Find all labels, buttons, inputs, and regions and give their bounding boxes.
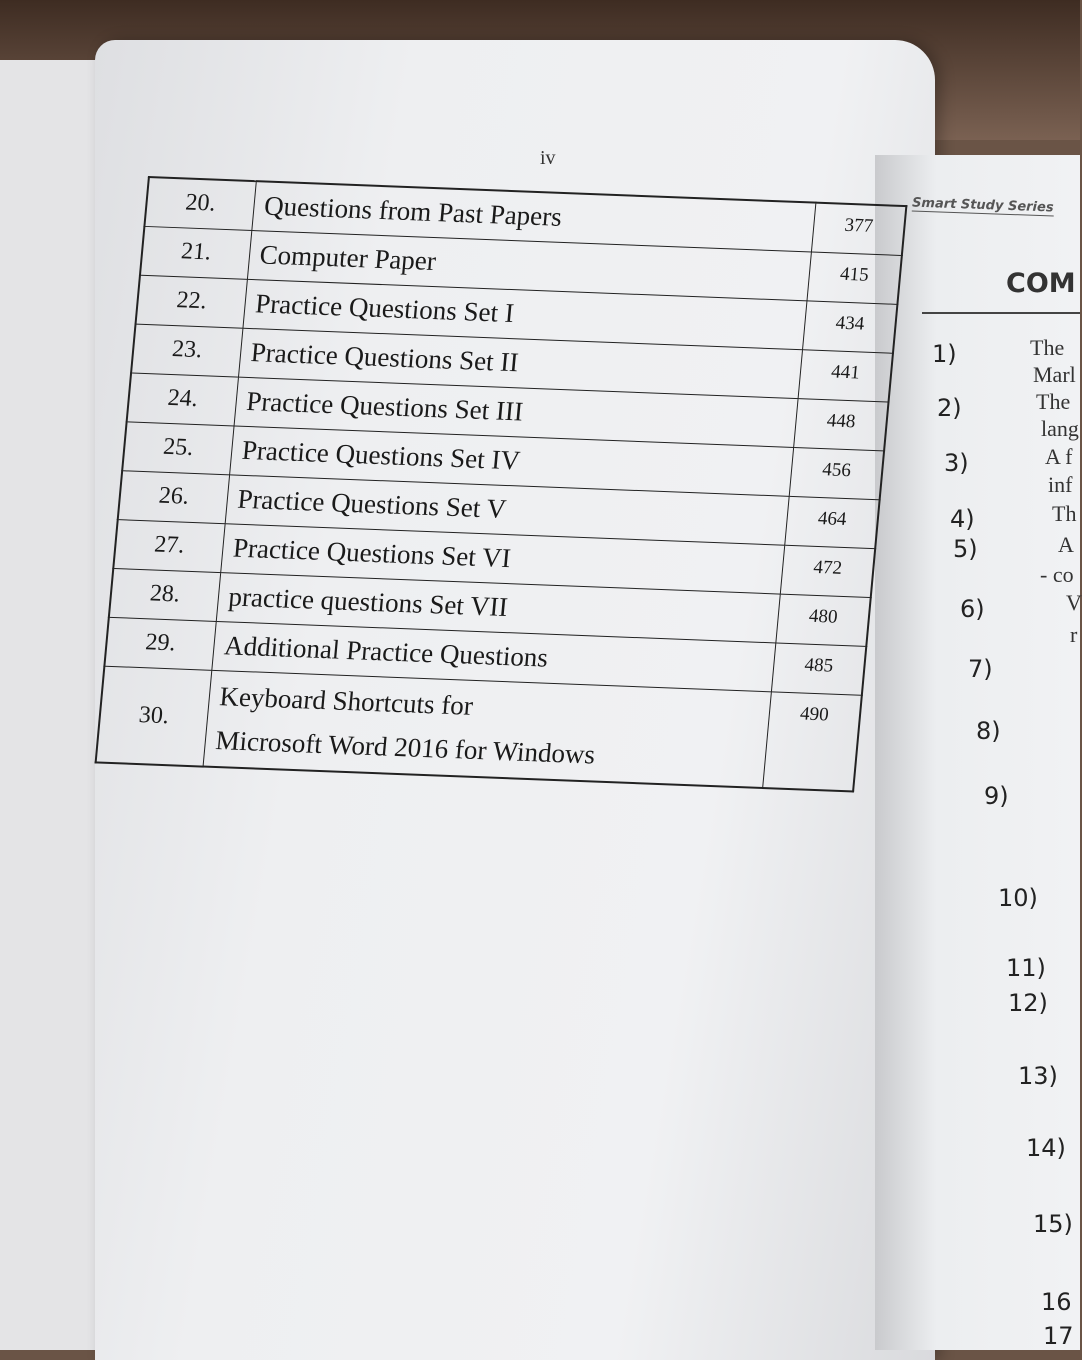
entry-title: Practice Questions Set III (234, 377, 798, 447)
text-fragment: A f (1045, 444, 1073, 469)
right-page-heading: COM (1006, 268, 1076, 299)
entry-title: Questions from Past Papers (252, 181, 816, 251)
list-number: 5) (953, 535, 978, 563)
list-number: 10) (998, 884, 1038, 912)
entry-page: 480 (776, 594, 871, 646)
text-fragment: inf (1048, 472, 1073, 497)
entry-number: 22. (136, 275, 248, 328)
entry-title: Practice Questions Set I (243, 279, 807, 349)
entry-page: 415 (807, 252, 902, 304)
entry-number: 30. (96, 666, 212, 767)
entry-number: 28. (109, 568, 221, 621)
entry-title (203, 670, 772, 788)
heading-rule (922, 312, 1080, 314)
entry-number: 26. (118, 470, 230, 523)
entry-title-line-2: Microsoft Word 2016 for Windows (214, 725, 597, 770)
series-header: Smart Study Series (911, 195, 1054, 216)
entry-title: Additional Practice Questions (212, 621, 776, 691)
entry-page: 464 (785, 496, 880, 548)
text-fragment: The (1030, 335, 1065, 360)
entry-page: 377 (811, 203, 906, 255)
entry-title: Practice Questions Set II (238, 328, 802, 398)
list-number: 13) (1018, 1062, 1058, 1090)
list-number: 12) (1008, 989, 1048, 1017)
page-number: iv (540, 147, 556, 169)
entry-title: Practice Questions Set IV (229, 425, 793, 495)
entry-title: Practice Questions Set VI (220, 523, 784, 593)
entry-title: Practice Questions Set V (225, 474, 789, 544)
text-fragment: The (1036, 389, 1071, 414)
list-number: 1) (932, 340, 957, 368)
entry-number: 24. (127, 372, 239, 425)
list-number: 4) (950, 505, 975, 533)
list-number: 16 (1041, 1288, 1072, 1316)
entry-page: 485 (771, 642, 866, 694)
text-fragment: A (1058, 532, 1074, 557)
text-fragment: V (1066, 590, 1082, 615)
text-fragment: lang (1041, 416, 1079, 441)
entry-title-line-1: Keyboard Shortcuts for (218, 681, 475, 722)
entry-number: 21. (140, 226, 252, 279)
entry-number: 29. (104, 617, 216, 670)
entry-page: 441 (798, 349, 893, 401)
entry-title: Computer Paper (247, 230, 811, 300)
text-fragment: Th (1052, 501, 1077, 526)
entry-number: 23. (131, 324, 243, 377)
entry-number: 27. (113, 519, 225, 572)
entry-title: practice questions Set VII (216, 572, 780, 642)
entry-page: 448 (794, 398, 889, 450)
list-number: 17 (1043, 1322, 1074, 1350)
entry-page: 490 (763, 691, 862, 791)
entry-page: 434 (802, 300, 897, 352)
text-fragment: Marl (1033, 362, 1076, 387)
list-number: 14) (1026, 1134, 1066, 1162)
entry-page: 472 (780, 545, 875, 597)
entry-page: 456 (789, 447, 884, 499)
list-number: 3) (944, 449, 969, 477)
list-number: 7) (968, 655, 993, 683)
list-number: 8) (976, 717, 1001, 745)
entry-number: 20. (144, 177, 256, 230)
contents-table (95, 176, 908, 793)
list-number: 6) (960, 595, 985, 623)
text-fragment: r (1070, 622, 1078, 647)
entry-number: 25. (122, 421, 234, 474)
list-number: 9) (984, 782, 1009, 810)
text-fragment: - co (1040, 562, 1074, 587)
list-number: 11) (1006, 954, 1046, 982)
list-number: 2) (937, 394, 962, 422)
list-number: 15) (1033, 1210, 1073, 1238)
